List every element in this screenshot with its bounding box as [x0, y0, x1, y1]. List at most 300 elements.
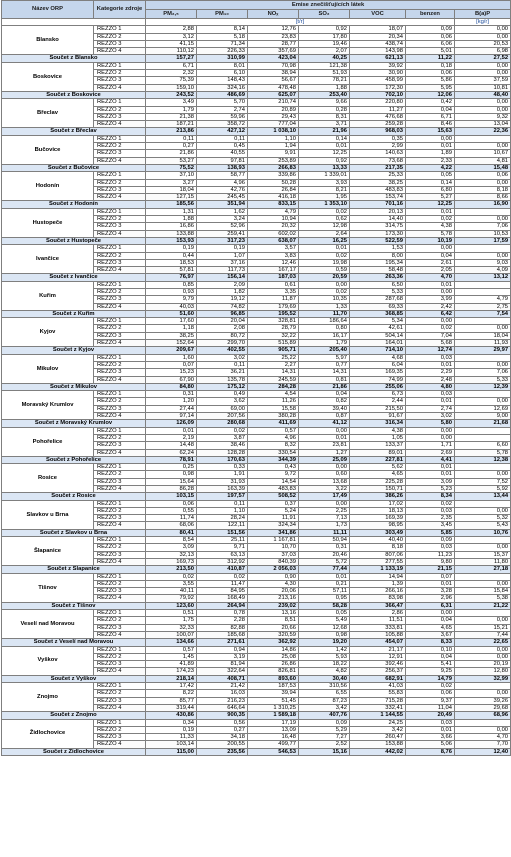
subtotal-value: 702,10	[350, 91, 406, 98]
value-cell: 0,62	[299, 216, 350, 223]
value-cell: 15,21	[455, 624, 511, 631]
subtotal-label: Součet z Kyjov	[2, 347, 146, 354]
value-cell: 0,04	[299, 391, 350, 398]
category-cell: REZZO 4	[94, 267, 146, 274]
orp-name: Boskovice	[2, 62, 94, 91]
value-cell: 14,31	[299, 369, 350, 376]
value-cell: 16,48	[248, 734, 299, 741]
value-cell: 74,99	[350, 376, 406, 383]
subtotal-value: 21,15	[406, 566, 455, 573]
category-cell: REZZO 4	[94, 668, 146, 675]
value-cell: 5,92	[455, 486, 511, 493]
value-cell: 6,06	[406, 40, 455, 47]
subtotal-value: 833,15	[248, 201, 299, 208]
subtotal-value: 13,12	[455, 274, 511, 281]
category-cell: REZZO 1	[94, 354, 146, 361]
value-cell: 2,96	[406, 595, 455, 602]
value-cell: 6,10	[197, 70, 248, 77]
value-cell: 1,75	[146, 617, 197, 624]
value-cell: 0,61	[248, 281, 299, 288]
category-cell: REZZO 3	[94, 405, 146, 412]
subtotal-value: 48,40	[455, 91, 511, 98]
value-cell: 5,95	[406, 84, 455, 91]
value-cell: 0,02	[406, 325, 455, 332]
value-cell: 8,00	[350, 252, 406, 259]
value-cell: 7,06	[455, 223, 511, 230]
value-cell: 0,02	[299, 252, 350, 259]
col-header-pollutant: SO₂	[299, 10, 350, 19]
value-cell	[455, 391, 511, 398]
value-cell: 1,10	[197, 507, 248, 514]
value-cell: 39,26	[455, 697, 511, 704]
subtotal-value: 12,38	[455, 456, 511, 463]
value-cell: 225,28	[350, 478, 406, 485]
value-cell: 4,96	[248, 434, 299, 441]
value-cell: 15,64	[146, 478, 197, 485]
value-cell: 7,13	[299, 515, 350, 522]
value-cell: 23,81	[299, 442, 350, 449]
value-cell: 25,08	[248, 653, 299, 660]
value-cell: 0,11	[197, 135, 248, 142]
subtotal-value: 366,47	[350, 602, 406, 609]
value-cell: 1,42	[299, 646, 350, 653]
value-cell: 5,06	[406, 741, 455, 748]
value-cell: 200,55	[197, 741, 248, 748]
value-cell: 7,52	[455, 478, 511, 485]
value-cell: 0,00	[406, 135, 455, 142]
subtotal-value: 362,92	[248, 639, 299, 646]
value-cell: 9,71	[197, 544, 248, 551]
subtotal-value: 151,56	[197, 529, 248, 536]
value-cell: 18,22	[299, 661, 350, 668]
value-cell: 68,06	[146, 522, 197, 529]
subtotal-value: 84,80	[146, 383, 197, 390]
value-cell: 40,40	[350, 537, 406, 544]
value-cell: 18,07	[350, 26, 406, 33]
value-cell: 2,33	[406, 157, 455, 164]
subtotal-value: 12,40	[455, 748, 511, 755]
value-cell: 5,38	[455, 595, 511, 602]
value-cell: 207,56	[197, 413, 248, 420]
value-cell: 5,27	[406, 194, 455, 201]
value-cell: 12,46	[248, 259, 299, 266]
value-cell: 256,37	[350, 668, 406, 675]
value-cell: 0,00	[406, 434, 455, 441]
orp-name: Slavkov u Brna	[2, 500, 94, 529]
value-cell: 3,19	[197, 653, 248, 660]
subtotal-value: 195,52	[248, 310, 299, 317]
value-cell: 20,66	[248, 624, 299, 631]
value-cell: 67,90	[146, 376, 197, 383]
value-cell: 5,33	[350, 288, 406, 295]
value-cell: 0,01	[406, 361, 455, 368]
subtotal-value: 427,12	[197, 128, 248, 135]
value-cell: 103,14	[146, 741, 197, 748]
subtotal-label: Součet z Bučovice	[2, 164, 146, 171]
value-cell: 0,06	[146, 500, 197, 507]
category-cell: REZZO 3	[94, 734, 146, 741]
col-header-pollutant: PM₂,₅	[146, 10, 197, 19]
value-cell: 328,81	[248, 318, 299, 325]
category-cell: REZZO 1	[94, 245, 146, 252]
value-cell: 0,00	[455, 143, 511, 150]
value-cell: 0,00	[455, 646, 511, 653]
value-cell: 3,09	[406, 478, 455, 485]
value-cell: 1 167,81	[248, 537, 299, 544]
subtotal-value: 213,50	[146, 566, 197, 573]
value-cell: 195,34	[350, 259, 406, 266]
value-cell: 3,71	[299, 121, 350, 128]
value-cell: 7,27	[299, 734, 350, 741]
value-cell: 7,70	[455, 741, 511, 748]
subtotal-value: 6,31	[406, 602, 455, 609]
subtotal-label: Součet z Břeclav	[2, 128, 146, 135]
value-cell: 4,79	[248, 208, 299, 215]
value-cell: 0,01	[406, 471, 455, 478]
col-header-pollutant: B(a)P	[455, 10, 511, 19]
orp-name: Šlapanice	[2, 537, 94, 566]
subtotal-row	[2, 164, 511, 171]
value-cell: 9,80	[406, 558, 455, 565]
value-cell: 0,59	[299, 267, 350, 274]
value-cell: 0,03	[406, 354, 455, 361]
value-cell: 3,12	[146, 33, 197, 40]
value-cell: 11,74	[146, 515, 197, 522]
value-cell: 11,33	[146, 734, 197, 741]
subtotal-value: 341,86	[248, 529, 299, 536]
value-cell: 5,68	[406, 340, 455, 347]
value-cell: 0,57	[146, 646, 197, 653]
subtotal-value: 8,33	[406, 639, 455, 646]
subtotal-value: 157,27	[146, 55, 197, 62]
category-cell: REZZO 2	[94, 216, 146, 223]
value-cell: 9,72	[248, 471, 299, 478]
value-cell: 21,86	[146, 150, 197, 157]
value-cell	[455, 245, 511, 252]
col-header-pollutant: benzen	[406, 10, 455, 19]
value-cell: 9,37	[406, 697, 455, 704]
value-cell: 245,45	[197, 194, 248, 201]
table-row	[2, 99, 511, 106]
value-cell: 0,00	[406, 288, 455, 295]
value-cell: 25,22	[248, 354, 299, 361]
value-cell: 9,79	[146, 296, 197, 303]
subtotal-value: 16,25	[299, 237, 350, 244]
value-cell: 1,10	[248, 135, 299, 142]
table-row	[2, 245, 511, 252]
subtotal-value: 1 144,55	[350, 712, 406, 719]
value-cell: 1,79	[299, 340, 350, 347]
table-row	[2, 573, 511, 580]
value-cell: 3,45	[406, 522, 455, 529]
category-cell: REZZO 3	[94, 551, 146, 558]
value-cell: 0,01	[146, 427, 197, 434]
value-cell: 79,92	[146, 595, 197, 602]
value-cell: 11,51	[350, 617, 406, 624]
table-row	[2, 537, 511, 544]
subtotal-row	[2, 310, 511, 317]
value-cell	[455, 288, 511, 295]
table-row	[2, 610, 511, 617]
value-cell: 499,77	[248, 741, 299, 748]
value-cell: 3,93	[299, 179, 350, 186]
subtotal-row	[2, 456, 511, 463]
value-cell: 1,45	[146, 653, 197, 660]
subtotal-value: 253,40	[299, 91, 350, 98]
subtotal-value: 411,69	[248, 420, 299, 427]
unit-kg: [kg/r]	[455, 19, 511, 26]
subtotal-value: 10,76	[455, 529, 511, 536]
subtotal-value: 209,67	[146, 347, 197, 354]
value-cell: 4,96	[197, 179, 248, 186]
value-cell: 715,28	[350, 697, 406, 704]
value-cell: 19,98	[299, 259, 350, 266]
value-cell	[455, 434, 511, 441]
table-row	[2, 135, 511, 142]
value-cell: 1,94	[248, 143, 299, 150]
value-cell: 0,01	[406, 143, 455, 150]
subtotal-value: 263,36	[350, 274, 406, 281]
value-cell: 0,00	[299, 500, 350, 507]
subtotal-value: 12,25	[406, 201, 455, 208]
value-cell: 840,39	[248, 558, 299, 565]
category-cell: REZZO 4	[94, 631, 146, 638]
value-cell	[455, 135, 511, 142]
subtotal-value: 22,36	[455, 128, 511, 135]
category-cell: REZZO 1	[94, 610, 146, 617]
value-cell: 11,47	[197, 580, 248, 587]
value-cell: 2,44	[350, 398, 406, 405]
table-row	[2, 62, 511, 69]
value-cell: 122,11	[197, 522, 248, 529]
value-cell: 27,44	[146, 405, 197, 412]
value-cell: 0,03	[406, 507, 455, 514]
orp-name: Znojmo	[2, 683, 94, 712]
subtotal-value: 103,15	[146, 493, 197, 500]
value-cell: 1,71	[406, 442, 455, 449]
value-cell: 807,06	[350, 551, 406, 558]
value-cell	[455, 208, 511, 215]
value-cell: 210,74	[248, 99, 299, 106]
value-cell: 11,87	[248, 296, 299, 303]
category-cell: REZZO 4	[94, 449, 146, 456]
value-cell: 6,71	[406, 113, 455, 120]
value-cell: 0,06	[455, 172, 511, 179]
table-row	[2, 391, 511, 398]
subtotal-value: 235,56	[197, 748, 248, 755]
subtotal-value: 423,04	[248, 55, 299, 62]
value-cell: 128,28	[197, 449, 248, 456]
subtotal-label: Součet z Hodonín	[2, 201, 146, 208]
value-cell: 0,56	[197, 719, 248, 726]
value-cell: 1,73	[299, 522, 350, 529]
value-cell: 10,53	[455, 230, 511, 237]
value-cell: 1,27	[299, 449, 350, 456]
subtotal-label: Součet z Moravský Krumlov	[2, 420, 146, 427]
value-cell: 8,54	[146, 537, 197, 544]
value-cell: 4,54	[248, 391, 299, 398]
value-cell	[455, 427, 511, 434]
category-cell: REZZO 2	[94, 617, 146, 624]
subtotal-row	[2, 602, 511, 609]
emissions-table	[1, 0, 511, 756]
value-cell: 172,30	[350, 84, 406, 91]
category-cell: REZZO 1	[94, 427, 146, 434]
subtotal-value: 80,41	[146, 529, 197, 536]
value-cell: 312,92	[197, 558, 248, 565]
value-cell: 602,02	[248, 230, 299, 237]
subtotal-value: 1 353,10	[299, 201, 350, 208]
value-cell: 82,88	[197, 624, 248, 631]
category-cell: REZZO 1	[94, 719, 146, 726]
value-cell: 6,50	[350, 281, 406, 288]
value-cell: 0,01	[299, 434, 350, 441]
value-cell: 78,21	[299, 77, 350, 84]
value-cell: 2,29	[406, 369, 455, 376]
value-cell: 0,87	[299, 413, 350, 420]
subtotal-value: 402,55	[197, 347, 248, 354]
value-cell: 40,55	[197, 150, 248, 157]
subtotal-value: 17,49	[299, 493, 350, 500]
value-cell: 57,81	[146, 267, 197, 274]
value-cell: 0,31	[146, 391, 197, 398]
value-cell: 56,67	[248, 77, 299, 84]
category-cell: REZZO 2	[94, 70, 146, 77]
value-cell: 0,02	[197, 427, 248, 434]
subtotal-row	[2, 529, 511, 536]
value-cell: 153,88	[350, 741, 406, 748]
value-cell: 0,28	[299, 106, 350, 113]
value-cell: 0,01	[299, 573, 350, 580]
value-cell: 0,02	[406, 216, 455, 223]
value-cell: 476,68	[350, 113, 406, 120]
orp-name: Blansko	[2, 26, 94, 55]
subtotal-value: 317,23	[197, 237, 248, 244]
value-cell: 16,17	[299, 332, 350, 339]
value-cell: 12,76	[248, 26, 299, 33]
value-cell: 30,90	[350, 70, 406, 77]
value-cell: 0,03	[406, 544, 455, 551]
orp-name: Veselí nad Moravou	[2, 610, 94, 639]
value-cell: 59,96	[197, 113, 248, 120]
value-cell: 37,59	[455, 77, 511, 84]
category-cell: REZZO 1	[94, 62, 146, 69]
category-cell: REZZO 3	[94, 150, 146, 157]
value-cell: 0,21	[299, 580, 350, 587]
subtotal-row	[2, 420, 511, 427]
value-cell: 10,81	[455, 84, 511, 91]
value-cell: 0,01	[299, 143, 350, 150]
subtotal-value: 227,81	[350, 456, 406, 463]
value-cell	[455, 354, 511, 361]
value-cell: 0,03	[406, 719, 455, 726]
subtotal-value: 16,90	[455, 201, 511, 208]
subtotal-value: 21,86	[299, 383, 350, 390]
value-cell: 253,89	[248, 157, 299, 164]
value-cell: 105,88	[350, 631, 406, 638]
value-cell: 0,45	[197, 143, 248, 150]
value-cell: 0,00	[455, 471, 511, 478]
value-cell: 5,33	[455, 376, 511, 383]
category-cell: REZZO 3	[94, 259, 146, 266]
value-cell: 6,80	[406, 186, 455, 193]
value-cell: 28,24	[197, 515, 248, 522]
orp-name: Hodonín	[2, 172, 94, 201]
category-cell: REZZO 4	[94, 558, 146, 565]
category-cell: REZZO 1	[94, 281, 146, 288]
value-cell: 5,43	[455, 522, 511, 529]
value-cell: 2,86	[350, 610, 406, 617]
category-cell: REZZO 3	[94, 624, 146, 631]
value-cell: 167,17	[248, 267, 299, 274]
value-cell: 0,00	[299, 427, 350, 434]
value-cell: 0,02	[299, 208, 350, 215]
value-cell: 17,19	[248, 719, 299, 726]
subtotal-value: 19,20	[299, 639, 350, 646]
value-cell: 37,10	[146, 172, 197, 179]
value-cell: 2,52	[299, 741, 350, 748]
value-cell: 0,27	[146, 143, 197, 150]
subtotal-value: 20,49	[406, 712, 455, 719]
value-cell: 2,19	[146, 434, 197, 441]
value-cell: 5,41	[406, 661, 455, 668]
value-cell: 3,67	[406, 631, 455, 638]
value-cell: 0,00	[455, 99, 511, 106]
value-cell: 36,21	[197, 369, 248, 376]
value-cell: 12,25	[299, 150, 350, 157]
category-cell: REZZO 1	[94, 172, 146, 179]
value-cell: 0,01	[406, 281, 455, 288]
value-cell: 0,00	[455, 62, 511, 69]
value-cell: 3,62	[197, 398, 248, 405]
value-cell: 1,88	[146, 216, 197, 223]
subtotal-label: Součet z Znojmo	[2, 712, 146, 719]
value-cell: 8,21	[299, 186, 350, 193]
category-cell: REZZO 3	[94, 369, 146, 376]
value-cell: 12,91	[350, 653, 406, 660]
subtotal-value: 6,42	[406, 310, 455, 317]
value-cell: 0,19	[197, 245, 248, 252]
value-cell: 0,01	[299, 245, 350, 252]
value-cell: 5,86	[406, 77, 455, 84]
value-cell: 187,53	[248, 683, 299, 690]
value-cell: 1 310,25	[248, 704, 299, 711]
subtotal-value: 4,80	[406, 383, 455, 390]
value-cell: 16,86	[146, 223, 197, 230]
value-cell: 11,04	[406, 704, 455, 711]
value-cell: 20,89	[248, 106, 299, 113]
value-cell: 5,93	[299, 653, 350, 660]
subtotal-value: 2 056,03	[248, 566, 299, 573]
orp-name: Bučovice	[2, 135, 94, 164]
value-cell: 5,78	[406, 230, 455, 237]
category-cell: REZZO 2	[94, 580, 146, 587]
table-row	[2, 26, 511, 33]
subtotal-value: 4,70	[406, 274, 455, 281]
subtotal-label: Součet z Kuřim	[2, 310, 146, 317]
subtotal-value: 1 133,19	[350, 566, 406, 573]
value-cell: 32,13	[146, 551, 197, 558]
value-cell: 4,82	[299, 668, 350, 675]
subtotal-label: Součet z Tišnov	[2, 602, 146, 609]
value-cell: 74,82	[197, 303, 248, 310]
value-cell: 0,92	[299, 157, 350, 164]
value-cell: 0,37	[248, 500, 299, 507]
subtotal-value: 12,06	[406, 91, 455, 98]
table-row	[2, 354, 511, 361]
category-cell: REZZO 2	[94, 398, 146, 405]
table-row	[2, 464, 511, 471]
